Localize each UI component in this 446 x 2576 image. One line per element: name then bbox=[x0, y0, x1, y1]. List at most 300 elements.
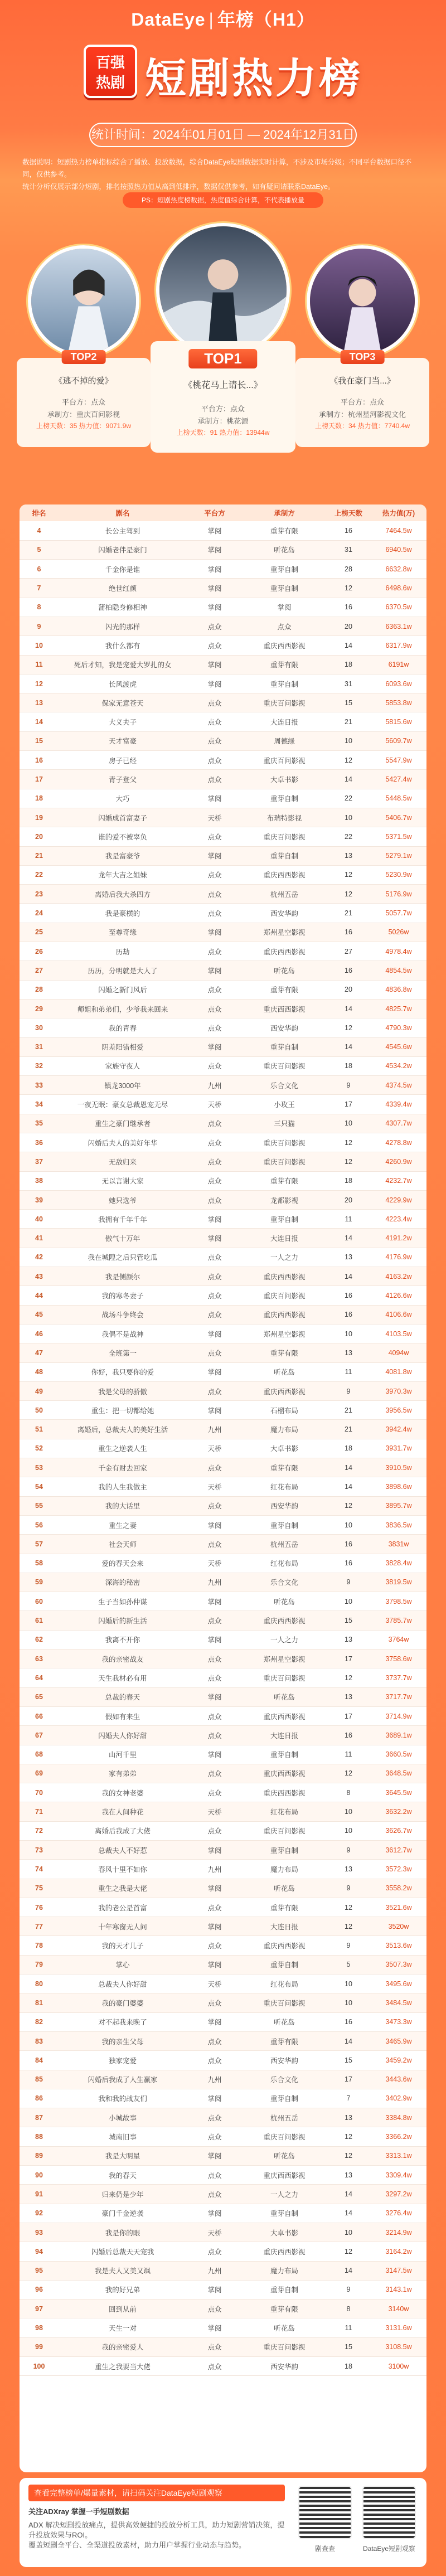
cell-rank: 58 bbox=[20, 1554, 59, 1573]
cell-title: 死后才知，我是宠爱大罗扎的女 bbox=[59, 655, 187, 674]
cell-days: 13 bbox=[326, 1343, 371, 1362]
cell-heat: 4191.2w bbox=[371, 1229, 426, 1248]
cell-title: 我是你的眼 bbox=[59, 2223, 187, 2242]
table-row[interactable] bbox=[20, 1687, 426, 1706]
cell-title: 我在城隍之后只管吃瓜 bbox=[59, 1248, 187, 1267]
table-row[interactable] bbox=[20, 2318, 426, 2337]
cell-days: 13 bbox=[326, 1248, 371, 1267]
table-row[interactable] bbox=[20, 1305, 426, 1324]
cell-heat: 4163.2w bbox=[371, 1267, 426, 1286]
cell-days: 13 bbox=[326, 1687, 371, 1706]
table-row[interactable] bbox=[20, 1630, 426, 1649]
cell-platform: 天桥 bbox=[187, 1477, 243, 1496]
table-row[interactable] bbox=[20, 827, 426, 846]
cell-producer: 重芽有限 bbox=[243, 655, 326, 674]
cell-rank: 76 bbox=[20, 1898, 59, 1917]
col-title: 剧名 bbox=[59, 504, 187, 521]
cell-rank: 38 bbox=[20, 1171, 59, 1190]
cell-rank: 20 bbox=[20, 827, 59, 846]
table-row[interactable] bbox=[20, 1860, 426, 1879]
cell-producer: 重芽有限 bbox=[243, 521, 326, 540]
cell-days: 16 bbox=[326, 2012, 371, 2031]
table-row[interactable] bbox=[20, 2242, 426, 2261]
table-row[interactable] bbox=[20, 1381, 426, 1400]
cell-days: 21 bbox=[326, 712, 371, 731]
cell-heat: 5026w bbox=[371, 923, 426, 942]
cell-title: 豪门千金逆袭 bbox=[59, 2204, 187, 2223]
table-row[interactable] bbox=[20, 1190, 426, 1209]
table-row[interactable] bbox=[20, 636, 426, 655]
cell-platform: 点众 bbox=[187, 1248, 243, 1267]
table-row[interactable] bbox=[20, 1171, 426, 1190]
cell-producer: 乐合文化 bbox=[243, 1573, 326, 1592]
cell-platform: 掌阅 bbox=[187, 1229, 243, 1248]
table-row[interactable] bbox=[20, 1668, 426, 1687]
table-row[interactable] bbox=[20, 1362, 426, 1381]
cell-days: 14 bbox=[326, 636, 371, 655]
title-block bbox=[0, 33, 446, 103]
table-row[interactable] bbox=[20, 560, 426, 579]
cell-producer: 重庆西西影视 bbox=[243, 1305, 326, 1324]
cell-rank: 26 bbox=[20, 942, 59, 961]
cell-title: 我的春天 bbox=[59, 2166, 187, 2185]
table-row[interactable] bbox=[20, 885, 426, 904]
cell-platform: 点众 bbox=[187, 617, 243, 635]
cell-heat: 3214.9w bbox=[371, 2223, 426, 2242]
table-row[interactable] bbox=[20, 2357, 426, 2376]
cell-rank: 22 bbox=[20, 865, 59, 884]
table-row[interactable] bbox=[20, 1056, 426, 1075]
cell-producer: 点众 bbox=[243, 617, 326, 635]
cell-heat: 3648.5w bbox=[371, 1764, 426, 1783]
cell-producer: 周德绿 bbox=[243, 731, 326, 750]
cell-days: 12 bbox=[326, 2242, 371, 2261]
cell-title: 我的老公是首富 bbox=[59, 1898, 187, 1917]
cell-title: 家族守夜人 bbox=[59, 1056, 187, 1075]
table-row[interactable] bbox=[20, 2300, 426, 2318]
table-row[interactable] bbox=[20, 789, 426, 808]
cell-title: 千金有财去回家 bbox=[59, 1458, 187, 1477]
table-row[interactable] bbox=[20, 1477, 426, 1496]
table-row[interactable] bbox=[20, 1726, 426, 1745]
col-heat: 热力值(万) bbox=[371, 504, 426, 521]
table-row[interactable] bbox=[20, 2185, 426, 2204]
table-row[interactable] bbox=[20, 693, 426, 712]
cell-days: 9 bbox=[326, 1573, 371, 1592]
cell-platform: 掌阅 bbox=[187, 1362, 243, 1381]
table-row[interactable] bbox=[20, 961, 426, 980]
table-row[interactable] bbox=[20, 1133, 426, 1152]
cell-days: 13 bbox=[326, 2166, 371, 2185]
cell-title: 无敌归来 bbox=[59, 1152, 187, 1171]
table-row[interactable] bbox=[20, 980, 426, 999]
cell-rank: 78 bbox=[20, 1936, 59, 1955]
cell-platform: 点众 bbox=[187, 693, 243, 712]
cell-title: 我拥有千年千年 bbox=[59, 1210, 187, 1229]
table-row[interactable] bbox=[20, 942, 426, 961]
cell-title: 重生：把一切都给她 bbox=[59, 1401, 187, 1420]
cell-rank: 28 bbox=[20, 980, 59, 999]
cell-heat: 4103.5w bbox=[371, 1324, 426, 1343]
cell-days: 11 bbox=[326, 1362, 371, 1381]
table-row[interactable] bbox=[20, 1114, 426, 1133]
cell-heat: 3828.4w bbox=[371, 1554, 426, 1573]
cell-platform: 点众 bbox=[187, 2108, 243, 2127]
top1-poster-image bbox=[159, 226, 287, 353]
cell-days: 10 bbox=[326, 1975, 371, 1993]
cell-title: 我是父母的骄傲 bbox=[59, 1381, 187, 1400]
cell-rank: 62 bbox=[20, 1630, 59, 1649]
cell-producer: 重芽自制 bbox=[243, 1955, 326, 1974]
cell-platform: 掌阅 bbox=[187, 1745, 243, 1764]
cell-platform: 点众 bbox=[187, 731, 243, 750]
cell-heat: 3764w bbox=[371, 1630, 426, 1649]
top3-title: 《我在豪门当...》 bbox=[329, 376, 395, 386]
cell-platform: 点众 bbox=[187, 770, 243, 789]
table-row[interactable] bbox=[20, 1975, 426, 1993]
cell-producer: 乐合文化 bbox=[243, 1076, 326, 1095]
cell-platform: 掌阅 bbox=[187, 674, 243, 693]
table-row[interactable] bbox=[20, 1650, 426, 1668]
cell-days: 16 bbox=[326, 923, 371, 942]
cell-title: 天才富豪 bbox=[59, 731, 187, 750]
table-row[interactable] bbox=[20, 2012, 426, 2031]
cell-heat: 6363.1w bbox=[371, 617, 426, 635]
cell-heat: 3819.5w bbox=[371, 1573, 426, 1592]
cell-days: 12 bbox=[326, 885, 371, 904]
cell-heat: 3714.9w bbox=[371, 1706, 426, 1725]
cell-days: 9 bbox=[326, 1381, 371, 1400]
table-row[interactable] bbox=[20, 1936, 426, 1955]
cell-producer: 郑州星空影视 bbox=[243, 923, 326, 942]
cell-producer: 重庆西西影视 bbox=[243, 1706, 326, 1725]
cell-title: 重生之我是大佬 bbox=[59, 1879, 187, 1898]
table-row[interactable] bbox=[20, 2146, 426, 2165]
table-row[interactable] bbox=[20, 1401, 426, 1420]
cell-platform: 点众 bbox=[187, 1650, 243, 1668]
cell-platform: 点众 bbox=[187, 1821, 243, 1840]
table-row[interactable] bbox=[20, 1783, 426, 1802]
cell-heat: 4232.7w bbox=[371, 1171, 426, 1190]
cell-platform: 掌阅 bbox=[187, 598, 243, 617]
cell-platform: 点众 bbox=[187, 636, 243, 655]
table-row[interactable] bbox=[20, 1343, 426, 1362]
col-producer: 承制方 bbox=[243, 504, 326, 521]
top2-card[interactable] bbox=[17, 351, 151, 447]
cell-title: 无以言谢大家 bbox=[59, 1171, 187, 1190]
cell-rank: 74 bbox=[20, 1860, 59, 1879]
table-row[interactable] bbox=[20, 1018, 426, 1037]
table-row[interactable] bbox=[20, 2223, 426, 2242]
table-row[interactable] bbox=[20, 1267, 426, 1286]
cell-platform: 掌阅 bbox=[187, 1210, 243, 1229]
cell-rank: 86 bbox=[20, 2089, 59, 2108]
table-row[interactable] bbox=[20, 2337, 426, 2356]
table-row[interactable] bbox=[20, 923, 426, 942]
cell-rank: 7 bbox=[20, 579, 59, 598]
cell-title: 闪婚夫人你好甜 bbox=[59, 1726, 187, 1745]
cell-days: 10 bbox=[326, 1821, 371, 1840]
cell-days: 17 bbox=[326, 2070, 371, 2089]
top3-poster[interactable] bbox=[307, 245, 418, 357]
table-row[interactable] bbox=[20, 579, 426, 598]
cell-title: 我是大明星 bbox=[59, 2146, 187, 2165]
table-row[interactable] bbox=[20, 1898, 426, 1917]
cell-heat: 4176.9w bbox=[371, 1248, 426, 1267]
cell-platform: 点众 bbox=[187, 1496, 243, 1515]
table-row[interactable] bbox=[20, 1095, 426, 1114]
cell-platform: 天桥 bbox=[187, 2223, 243, 2242]
table-row[interactable] bbox=[20, 1420, 426, 1439]
top2-poster[interactable] bbox=[28, 245, 139, 357]
cell-producer: 郑州星空影视 bbox=[243, 1324, 326, 1343]
cell-heat: 3507.3w bbox=[371, 1955, 426, 1974]
table-row[interactable] bbox=[20, 1993, 426, 2012]
cell-title: 我是侧颜尔 bbox=[59, 1267, 187, 1286]
cell-producer: 重庆百问影视 bbox=[243, 827, 326, 846]
cell-heat: 4106.6w bbox=[371, 1305, 426, 1324]
cell-heat: 3276.4w bbox=[371, 2204, 426, 2223]
cell-title: 总裁夫人不好惹 bbox=[59, 1840, 187, 1859]
table-row[interactable] bbox=[20, 999, 426, 1018]
cell-producer: 重庆西西影视 bbox=[243, 1381, 326, 1400]
cell-platform: 点众 bbox=[187, 1114, 243, 1133]
table-row[interactable] bbox=[20, 770, 426, 789]
table-row[interactable] bbox=[20, 2280, 426, 2299]
qr-code-dataeye[interactable] bbox=[362, 2486, 416, 2539]
cell-platform: 点众 bbox=[187, 2337, 243, 2356]
table-row[interactable] bbox=[20, 1917, 426, 1936]
cell-days: 12 bbox=[326, 2127, 371, 2146]
table-row[interactable] bbox=[20, 1286, 426, 1305]
cell-title: 闪婚后的新生活 bbox=[59, 1611, 187, 1630]
cell-producer: 重芽有限 bbox=[243, 2031, 326, 2050]
cell-rank: 70 bbox=[20, 1783, 59, 1802]
cell-days: 18 bbox=[326, 1056, 371, 1075]
table-row[interactable] bbox=[20, 1515, 426, 1534]
top100-badge bbox=[84, 45, 137, 98]
cell-producer: 一人之力 bbox=[243, 2185, 326, 2204]
cell-rank: 88 bbox=[20, 2127, 59, 2146]
top1-rank-badge: TOP1 bbox=[188, 349, 257, 368]
cell-heat: 3831w bbox=[371, 1535, 426, 1554]
cell-days: 21 bbox=[326, 1420, 371, 1439]
cell-title: 绝世红颜 bbox=[59, 579, 187, 598]
podium bbox=[17, 212, 429, 507]
cell-platform: 点众 bbox=[187, 1783, 243, 1802]
cell-producer: 重庆百问影视 bbox=[243, 1056, 326, 1075]
table-row[interactable] bbox=[20, 1439, 426, 1458]
table-row[interactable] bbox=[20, 1840, 426, 1859]
table-row[interactable] bbox=[20, 1554, 426, 1573]
cell-heat: 3140w bbox=[371, 2300, 426, 2318]
table-row[interactable] bbox=[20, 751, 426, 770]
cell-platform: 掌阅 bbox=[187, 655, 243, 674]
cell-producer: 听花岛 bbox=[243, 1592, 326, 1611]
cell-platform: 点众 bbox=[187, 1706, 243, 1725]
cell-days: 12 bbox=[326, 865, 371, 884]
cell-platform: 天桥 bbox=[187, 1439, 243, 1458]
table-row[interactable] bbox=[20, 1611, 426, 1630]
cell-rank: 10 bbox=[20, 636, 59, 655]
table-row[interactable] bbox=[20, 1229, 426, 1248]
cell-producer: 重庆百问影视 bbox=[243, 751, 326, 770]
cell-heat: 3758.6w bbox=[371, 1650, 426, 1668]
cell-platform: 点众 bbox=[187, 1611, 243, 1630]
cell-days: 14 bbox=[326, 2204, 371, 2223]
cell-platform: 掌阅 bbox=[187, 1401, 243, 1420]
table-row[interactable] bbox=[20, 1802, 426, 1821]
table-row[interactable] bbox=[20, 1879, 426, 1898]
col-platform: 平台方 bbox=[187, 504, 243, 521]
cell-days: 13 bbox=[326, 1630, 371, 1649]
cell-heat: 3143.1w bbox=[371, 2280, 426, 2299]
cell-producer: 三只猫 bbox=[243, 1114, 326, 1133]
top1-card[interactable] bbox=[151, 341, 295, 453]
table-row[interactable] bbox=[20, 2031, 426, 2050]
table-row[interactable] bbox=[20, 1535, 426, 1554]
top3-stats: 上榜天数：34 热力值：7740.4w bbox=[314, 422, 410, 430]
cell-heat: 5853.8w bbox=[371, 693, 426, 712]
footer-line1: 关注ADXray 掌握一手短剧数据 bbox=[28, 2507, 129, 2516]
cell-platform: 点众 bbox=[187, 2300, 243, 2318]
top3-card[interactable] bbox=[295, 351, 429, 447]
cell-platform: 点众 bbox=[187, 2166, 243, 2185]
cell-title: 闪婚后夫人的美好年华 bbox=[59, 1133, 187, 1152]
cell-title: 我在人间种花 bbox=[59, 1802, 187, 1821]
cell-producer: 大连日报 bbox=[243, 712, 326, 731]
cell-rank: 37 bbox=[20, 1152, 59, 1171]
cell-producer: 重庆百问影视 bbox=[243, 1286, 326, 1305]
cell-producer: 重庆百问影视 bbox=[243, 1668, 326, 1687]
table-row[interactable] bbox=[20, 1076, 426, 1095]
table-row[interactable] bbox=[20, 1592, 426, 1611]
table-row[interactable] bbox=[20, 1821, 426, 1840]
cell-heat: 4978.4w bbox=[371, 942, 426, 961]
cell-rank: 57 bbox=[20, 1535, 59, 1554]
cell-producer: 石榴布局 bbox=[243, 1401, 326, 1420]
cell-rank: 35 bbox=[20, 1114, 59, 1133]
cell-days: 8 bbox=[326, 1783, 371, 1802]
cell-days: 12 bbox=[326, 751, 371, 770]
top2-platform: 平台方：点众 bbox=[61, 398, 105, 406]
table-row[interactable] bbox=[20, 2127, 426, 2146]
table-row[interactable] bbox=[20, 712, 426, 731]
qr-code-juchacha[interactable] bbox=[298, 2486, 352, 2539]
cell-title: 谁的爱不被辜负 bbox=[59, 827, 187, 846]
table-row[interactable] bbox=[20, 846, 426, 865]
cell-rank: 33 bbox=[20, 1076, 59, 1095]
table-row[interactable] bbox=[20, 1152, 426, 1171]
table-row[interactable] bbox=[20, 521, 426, 540]
table-row[interactable] bbox=[20, 655, 426, 674]
cell-rank: 100 bbox=[20, 2357, 59, 2376]
cell-producer: 听花岛 bbox=[243, 2318, 326, 2337]
cell-heat: 4094w bbox=[371, 1343, 426, 1362]
table-row[interactable] bbox=[20, 1706, 426, 1725]
cell-days: 10 bbox=[326, 808, 371, 827]
table-row[interactable] bbox=[20, 2204, 426, 2223]
data-notes bbox=[22, 156, 424, 193]
table-row[interactable] bbox=[20, 1458, 426, 1477]
top1-title: 《桃花马上请长...》 bbox=[183, 381, 263, 390]
cell-title: 保家无意苍天 bbox=[59, 693, 187, 712]
note-line1: 数据说明：短剧热力榜单指标综合了播放、投放数据，综合DataEye短剧数据实时计算，不涉及市场分级；不同平台数据口径不同，仅供参考。 bbox=[22, 158, 411, 178]
cell-producer: 听花岛 bbox=[243, 1362, 326, 1381]
cell-platform: 点众 bbox=[187, 1286, 243, 1305]
ranking-table-header bbox=[20, 504, 426, 521]
cell-heat: 3558.2w bbox=[371, 1879, 426, 1898]
table-row[interactable] bbox=[20, 2089, 426, 2108]
cell-rank: 34 bbox=[20, 1095, 59, 1114]
table-row[interactable] bbox=[20, 808, 426, 827]
cell-title: 战场斗争终会 bbox=[59, 1305, 187, 1324]
cell-rank: 8 bbox=[20, 598, 59, 617]
table-row[interactable] bbox=[20, 617, 426, 635]
table-row[interactable] bbox=[20, 1496, 426, 1515]
table-row[interactable] bbox=[20, 731, 426, 750]
table-row[interactable] bbox=[20, 1210, 426, 1229]
table-row[interactable] bbox=[20, 598, 426, 617]
cell-rank: 89 bbox=[20, 2146, 59, 2165]
cell-title: 十年寒窗无人问 bbox=[59, 1917, 187, 1936]
cell-title: 我的人生我做主 bbox=[59, 1477, 187, 1496]
table-row[interactable] bbox=[20, 1324, 426, 1343]
cell-rank: 90 bbox=[20, 2166, 59, 2185]
cell-heat: 5427.4w bbox=[371, 770, 426, 789]
table-row[interactable] bbox=[20, 674, 426, 693]
note-line2: 统计分析仅展示部分短剧，排名按照热力值从高到低排序，数据仅供参考，如有疑问请联系DataEye。 bbox=[22, 183, 335, 191]
cell-days: 10 bbox=[326, 1802, 371, 1821]
cell-producer: 龙都影视 bbox=[243, 1190, 326, 1209]
table-row[interactable] bbox=[20, 540, 426, 559]
cell-rank: 97 bbox=[20, 2300, 59, 2318]
table-row[interactable] bbox=[20, 1955, 426, 1974]
table-row[interactable] bbox=[20, 1248, 426, 1267]
cell-days: 11 bbox=[326, 1210, 371, 1229]
cell-platform: 点众 bbox=[187, 1267, 243, 1286]
table-row[interactable] bbox=[20, 2108, 426, 2127]
cell-title: 蒲柏隐身修相神 bbox=[59, 598, 187, 617]
cell-title: 我是豪横的 bbox=[59, 904, 187, 923]
table-row[interactable] bbox=[20, 904, 426, 923]
table-row[interactable] bbox=[20, 2261, 426, 2280]
top1-poster[interactable] bbox=[156, 223, 290, 357]
table-row[interactable] bbox=[20, 1573, 426, 1592]
cell-days: 12 bbox=[326, 1496, 371, 1515]
top3-platform: 平台方：点众 bbox=[340, 398, 384, 406]
table-row[interactable] bbox=[20, 865, 426, 884]
cell-producer: 红花布局 bbox=[243, 1477, 326, 1496]
table-row[interactable] bbox=[20, 1764, 426, 1783]
cell-platform: 点众 bbox=[187, 2357, 243, 2376]
table-row[interactable] bbox=[20, 2051, 426, 2070]
cell-producer: 重庆百问影视 bbox=[243, 2127, 326, 2146]
cell-heat: 5176.9w bbox=[371, 885, 426, 904]
cell-rank: 60 bbox=[20, 1592, 59, 1611]
table-row[interactable] bbox=[20, 2166, 426, 2185]
table-row[interactable] bbox=[20, 2070, 426, 2089]
cell-platform: 点众 bbox=[187, 1458, 243, 1477]
cell-producer: 重庆西西影视 bbox=[243, 1783, 326, 1802]
cell-days: 18 bbox=[326, 1171, 371, 1190]
cell-rank: 18 bbox=[20, 789, 59, 808]
table-row[interactable] bbox=[20, 1745, 426, 1764]
footer-cta[interactable]: 查看完整榜单/爆量素材，请扫码关注DataEye短剧观察 bbox=[28, 2485, 285, 2501]
cell-producer: 重芽自制 bbox=[243, 2089, 326, 2108]
table-row[interactable] bbox=[20, 1037, 426, 1056]
cell-rank: 16 bbox=[20, 751, 59, 770]
